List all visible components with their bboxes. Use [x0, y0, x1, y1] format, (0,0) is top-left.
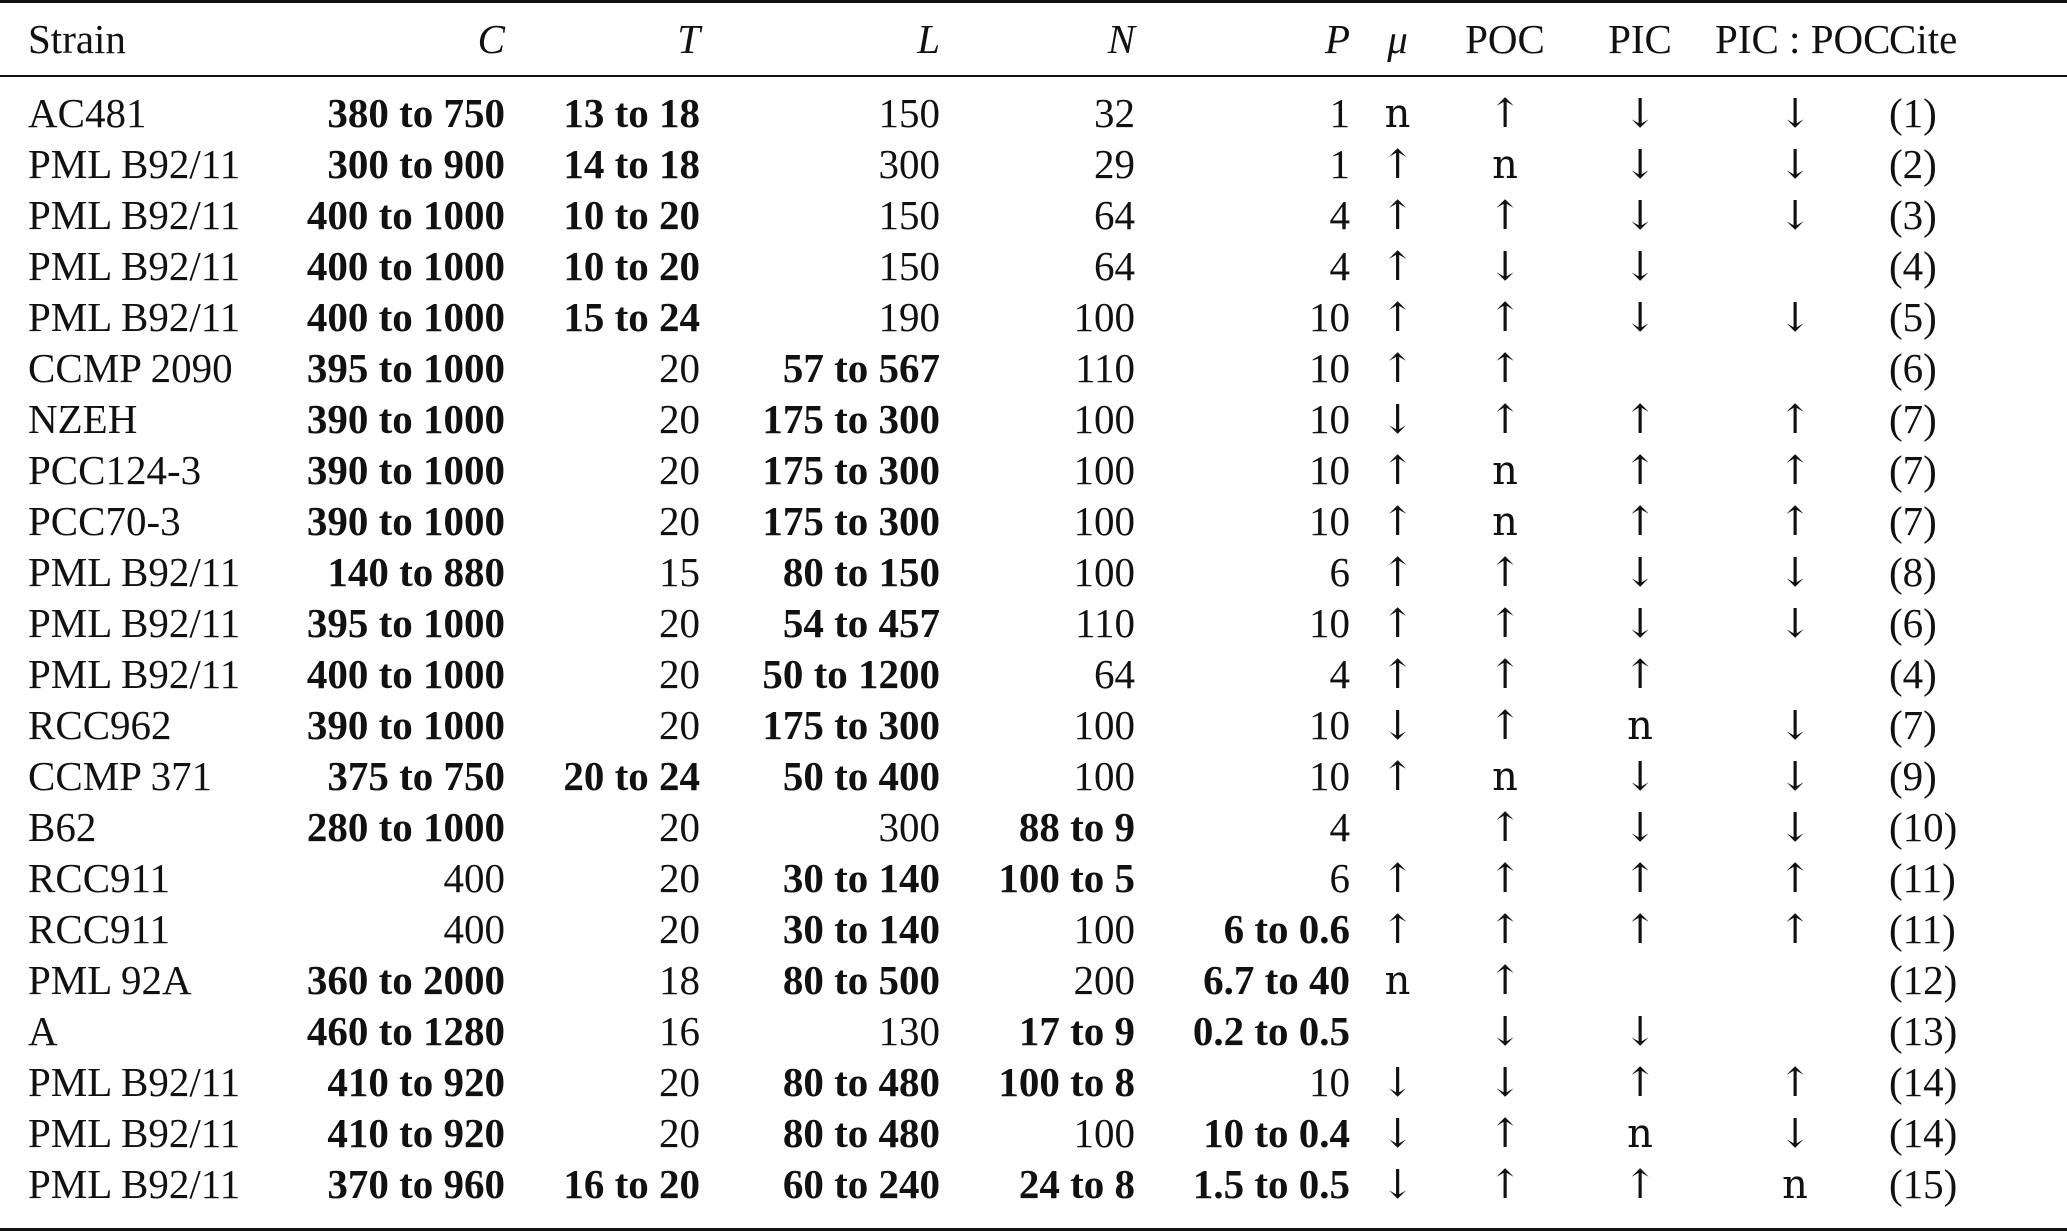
cell-poc: n [1492, 141, 1518, 188]
cell-cite: (4) [1889, 243, 1937, 289]
cell-n: 64 [1094, 243, 1135, 289]
cell-mu: ↑ [1380, 651, 1415, 698]
cell-pic: ↑ [1623, 498, 1657, 545]
cell-strain: PML B92/11 [28, 1059, 241, 1105]
cell-pic-poc: n [1782, 1161, 1808, 1208]
header-pic-poc: PIC : POC [1715, 15, 1891, 62]
cell-t: 20 [659, 1059, 700, 1105]
cell-n: 100 [1073, 702, 1135, 748]
cell-c: 280 to 1000 [306, 804, 505, 850]
cell-n: 64 [1094, 651, 1135, 697]
cell-l: 30 to 140 [782, 855, 940, 901]
cell-l: 50 to 400 [782, 753, 940, 799]
cell-cite: (6) [1889, 600, 1937, 646]
cell-strain: PML B92/11 [28, 141, 241, 187]
cell-c: 395 to 1000 [306, 600, 505, 646]
cell-pic-poc: ↓ [1778, 702, 1812, 749]
cell-p: 1 [1329, 90, 1350, 136]
cell-c: 400 to 1000 [306, 243, 505, 289]
cell-t: 20 [659, 855, 700, 901]
cell-mu: ↑ [1380, 855, 1415, 902]
cell-n: 24 to 8 [1018, 1161, 1135, 1207]
cell-c: 360 to 2000 [306, 957, 505, 1003]
cell-pic: ↑ [1623, 906, 1657, 953]
cell-pic-poc: ↓ [1778, 549, 1812, 596]
table-row [0, 496, 2067, 547]
cell-cite: (7) [1889, 396, 1937, 442]
cell-l: 80 to 500 [782, 957, 940, 1003]
cell-n: 32 [1094, 90, 1135, 136]
cell-n: 64 [1094, 192, 1135, 238]
cell-cite: (10) [1889, 804, 1958, 850]
cell-cite: (14) [1889, 1059, 1958, 1105]
cell-mu: ↓ [1380, 702, 1415, 749]
cell-p: 10 [1309, 396, 1350, 442]
cell-pic: ↓ [1623, 192, 1657, 239]
cell-mu: ↑ [1380, 192, 1415, 239]
cell-t: 10 to 20 [563, 243, 700, 289]
cell-pic-poc: ↓ [1778, 141, 1812, 188]
cell-pic: ↓ [1623, 600, 1657, 647]
cell-p: 6 [1329, 855, 1350, 901]
cell-mu: ↓ [1380, 396, 1415, 443]
header-c: C [477, 15, 505, 62]
cell-pic: ↓ [1623, 141, 1657, 188]
cell-l: 130 [878, 1008, 940, 1054]
cell-pic: ↑ [1623, 651, 1657, 698]
cell-p: 4 [1329, 243, 1350, 289]
cell-p: 6.7 to 40 [1203, 957, 1350, 1003]
table-body [0, 88, 2067, 1210]
cell-n: 100 [1073, 549, 1135, 595]
cell-t: 20 [659, 600, 700, 646]
cell-l: 175 to 300 [762, 498, 940, 544]
cell-cite: (8) [1889, 549, 1937, 595]
cell-poc: ↑ [1488, 651, 1522, 698]
cell-strain: RCC911 [28, 906, 171, 952]
cell-l: 30 to 140 [782, 906, 940, 952]
table-row [0, 1057, 2067, 1108]
cell-pic-poc: ↓ [1778, 600, 1812, 647]
cell-cite: (11) [1889, 906, 1956, 952]
cell-c: 410 to 920 [327, 1059, 505, 1105]
cell-c: 400 to 1000 [306, 294, 505, 340]
table-row [0, 88, 2067, 139]
header-row [0, 3, 2067, 75]
cell-strain: PML B92/11 [28, 600, 241, 646]
table-row [0, 190, 2067, 241]
cell-mu: ↑ [1380, 498, 1415, 545]
cell-pic: ↓ [1623, 804, 1657, 851]
cell-poc: n [1492, 447, 1518, 494]
cell-mu: ↓ [1380, 1161, 1415, 1208]
cell-poc: ↑ [1488, 600, 1522, 647]
cell-cite: (7) [1889, 702, 1937, 748]
cell-l: 175 to 300 [762, 396, 940, 442]
cell-strain: RCC911 [28, 855, 171, 901]
cell-strain: PML B92/11 [28, 192, 241, 238]
cell-n: 100 to 8 [998, 1059, 1135, 1105]
cell-t: 20 [659, 345, 700, 391]
cell-p: 4 [1329, 651, 1350, 697]
cell-pic-poc [1715, 955, 1875, 1006]
cell-l: 150 [878, 243, 940, 289]
header-n: N [1107, 15, 1135, 62]
cell-c: 390 to 1000 [306, 396, 505, 442]
header-mu: μ [1387, 15, 1408, 62]
cell-cite: (6) [1889, 345, 1937, 391]
cell-pic-poc: ↑ [1778, 855, 1812, 902]
cell-mu: ↓ [1380, 1110, 1415, 1157]
cell-c: 395 to 1000 [306, 345, 505, 391]
cell-poc: ↑ [1488, 294, 1522, 341]
cell-t: 20 [659, 447, 700, 493]
cell-pic: ↓ [1623, 294, 1657, 341]
cell-n: 100 [1073, 396, 1135, 442]
cell-strain: PML B92/11 [28, 243, 241, 289]
cell-poc: ↑ [1488, 549, 1522, 596]
table-row [0, 700, 2067, 751]
cell-strain: PCC70-3 [28, 498, 181, 544]
table-row [0, 955, 2067, 1006]
cell-p: 10 [1309, 498, 1350, 544]
cell-mu: ↑ [1380, 243, 1415, 290]
cell-strain: PML B92/11 [28, 1161, 241, 1207]
cell-p: 10 [1309, 294, 1350, 340]
table-row [0, 1108, 2067, 1159]
cell-t: 20 [659, 498, 700, 544]
cell-strain: RCC962 [28, 702, 172, 748]
cell-cite: (12) [1889, 957, 1958, 1003]
cell-pic-poc: ↑ [1778, 498, 1812, 545]
cell-strain: CCMP 371 [28, 753, 213, 799]
cell-poc: ↑ [1488, 957, 1522, 1004]
cell-pic-poc: ↑ [1778, 1059, 1812, 1106]
cell-p: 1 [1329, 141, 1350, 187]
cell-pic-poc [1715, 343, 1875, 394]
cell-pic-poc: ↓ [1778, 90, 1812, 137]
cell-t: 15 [659, 549, 700, 595]
cell-n: 100 to 5 [998, 855, 1135, 901]
cell-poc: ↓ [1488, 243, 1522, 290]
cell-p: 1.5 to 0.5 [1192, 1161, 1350, 1207]
cell-pic [1565, 343, 1715, 394]
header-l: L [917, 15, 940, 62]
cell-p: 0.2 to 0.5 [1192, 1008, 1350, 1054]
header-cite: Cite [1889, 15, 1958, 62]
cell-poc: ↓ [1488, 1008, 1522, 1055]
cell-c: 370 to 960 [327, 1161, 505, 1207]
table-row [0, 751, 2067, 802]
cell-pic-poc [1715, 649, 1875, 700]
table-row [0, 1006, 2067, 1057]
cell-p: 10 [1309, 753, 1350, 799]
cell-c: 400 [443, 855, 505, 901]
cell-t: 20 [659, 804, 700, 850]
cell-pic-poc: ↓ [1778, 804, 1812, 851]
cell-c: 400 to 1000 [306, 192, 505, 238]
cell-poc: ↑ [1488, 804, 1522, 851]
cell-l: 80 to 480 [782, 1110, 940, 1156]
cell-p: 10 [1309, 447, 1350, 493]
cell-strain: PML B92/11 [28, 1110, 241, 1156]
table-row [0, 139, 2067, 190]
table-row [0, 598, 2067, 649]
cell-n: 110 [1075, 600, 1135, 646]
cell-cite: (15) [1889, 1161, 1958, 1207]
table-row [0, 1159, 2067, 1210]
cell-n: 100 [1073, 906, 1135, 952]
cell-pic: ↑ [1623, 1059, 1657, 1106]
cell-n: 100 [1073, 753, 1135, 799]
cell-cite: (14) [1889, 1110, 1958, 1156]
cell-n: 29 [1094, 141, 1135, 187]
cell-pic: ↓ [1623, 90, 1657, 137]
cell-strain: PML 92A [28, 957, 192, 1003]
cell-l: 54 to 457 [782, 600, 940, 646]
cell-cite: (7) [1889, 498, 1937, 544]
cell-strain: NZEH [28, 396, 138, 442]
cell-t: 14 to 18 [563, 141, 700, 187]
cell-poc: ↑ [1488, 1161, 1522, 1208]
header-strain: Strain [28, 15, 126, 62]
cell-pic: n [1627, 1110, 1653, 1157]
cell-mu [1350, 1006, 1445, 1057]
cell-mu: ↑ [1380, 447, 1415, 494]
cell-strain: B62 [28, 804, 97, 850]
cell-strain: PCC124-3 [28, 447, 202, 493]
cell-poc: ↑ [1488, 906, 1522, 953]
cell-pic-poc: ↓ [1778, 294, 1812, 341]
cell-poc: ↑ [1488, 702, 1522, 749]
cell-mu: ↑ [1380, 141, 1415, 188]
cell-pic-poc: ↓ [1778, 1110, 1812, 1157]
cell-c: 390 to 1000 [306, 447, 505, 493]
cell-poc: ↑ [1488, 855, 1522, 902]
cell-mu: ↑ [1380, 549, 1415, 596]
cell-n: 17 to 9 [1018, 1008, 1135, 1054]
cell-cite: (9) [1889, 753, 1937, 799]
cell-poc: n [1492, 498, 1518, 545]
cell-pic: ↓ [1623, 549, 1657, 596]
table-row [0, 853, 2067, 904]
cell-cite: (5) [1889, 294, 1937, 340]
table-header [0, 3, 2067, 88]
cell-poc: ↓ [1488, 1059, 1522, 1106]
cell-pic: ↓ [1623, 753, 1657, 800]
cell-strain: PML B92/11 [28, 294, 241, 340]
cell-l: 57 to 567 [782, 345, 940, 391]
cell-l: 80 to 480 [782, 1059, 940, 1105]
cell-c: 390 to 1000 [306, 702, 505, 748]
cell-c: 300 to 900 [327, 141, 505, 187]
cell-p: 10 to 0.4 [1203, 1110, 1350, 1156]
cell-cite: (1) [1889, 90, 1937, 136]
table-row [0, 649, 2067, 700]
cell-n: 100 [1073, 1110, 1135, 1156]
cell-c: 140 to 880 [327, 549, 505, 595]
cell-n: 200 [1073, 957, 1135, 1003]
cell-t: 20 [659, 651, 700, 697]
cell-n: 100 [1073, 447, 1135, 493]
cell-pic-poc [1715, 241, 1875, 292]
cell-l: 150 [878, 192, 940, 238]
cell-t: 13 to 18 [563, 90, 700, 136]
cell-p: 10 [1309, 600, 1350, 646]
table-row [0, 394, 2067, 445]
cell-l: 150 [878, 90, 940, 136]
cell-l: 175 to 300 [762, 702, 940, 748]
cell-pic: ↑ [1623, 855, 1657, 902]
cell-pic: ↓ [1623, 1008, 1657, 1055]
cell-pic-poc [1715, 1006, 1875, 1057]
cell-p: 4 [1329, 804, 1350, 850]
cell-t: 10 to 20 [563, 192, 700, 238]
cell-strain: PML B92/11 [28, 651, 241, 697]
cell-cite: (3) [1889, 192, 1937, 238]
cell-mu: n [1384, 90, 1411, 137]
cell-mu: ↑ [1380, 753, 1415, 800]
cell-p: 10 [1309, 345, 1350, 391]
header-pic: PIC [1608, 15, 1672, 62]
cell-p: 10 [1309, 1059, 1350, 1105]
cell-poc: n [1492, 753, 1518, 800]
cell-cite: (11) [1889, 855, 1956, 901]
table-row [0, 547, 2067, 598]
cell-t: 20 [659, 906, 700, 952]
cell-c: 390 to 1000 [306, 498, 505, 544]
table-row [0, 445, 2067, 496]
cell-mu: ↑ [1380, 345, 1415, 392]
cell-t: 20 [659, 702, 700, 748]
cell-l: 175 to 300 [762, 447, 940, 493]
cell-pic-poc: ↑ [1778, 906, 1812, 953]
cell-c: 400 to 1000 [306, 651, 505, 697]
header-t: T [677, 15, 700, 62]
cell-l: 50 to 1200 [762, 651, 940, 697]
header-p: P [1324, 15, 1350, 62]
cell-mu: ↑ [1380, 600, 1415, 647]
cell-strain: PML B92/11 [28, 549, 241, 595]
cell-pic: ↑ [1623, 396, 1657, 443]
cell-t: 20 [659, 1110, 700, 1156]
cell-cite: (2) [1889, 141, 1937, 187]
cell-cite: (4) [1889, 651, 1937, 697]
cell-c: 375 to 750 [327, 753, 505, 799]
cell-pic-poc: ↑ [1778, 447, 1812, 494]
cell-mu: ↑ [1380, 906, 1415, 953]
table-row [0, 292, 2067, 343]
cell-n: 88 to 9 [1018, 804, 1135, 850]
cell-l: 80 to 150 [782, 549, 940, 595]
cell-strain: CCMP 2090 [28, 345, 233, 391]
cell-mu: ↓ [1380, 1059, 1415, 1106]
cell-p: 10 [1309, 702, 1350, 748]
cell-c: 400 [443, 906, 505, 952]
cell-pic: ↑ [1623, 1161, 1657, 1208]
strain-table [0, 3, 2067, 1210]
cell-p: 6 to 0.6 [1223, 906, 1350, 952]
cell-pic [1565, 955, 1715, 1006]
table-row [0, 904, 2067, 955]
cell-l: 190 [878, 294, 940, 340]
cell-t: 15 to 24 [563, 294, 700, 340]
cell-n: 110 [1075, 345, 1135, 391]
cell-cite: (7) [1889, 447, 1937, 493]
cell-strain: A [28, 1008, 58, 1054]
cell-pic-poc: ↑ [1778, 396, 1812, 443]
cell-l: 60 to 240 [782, 1161, 940, 1207]
cell-t: 18 [659, 957, 700, 1003]
cell-t: 16 [659, 1008, 700, 1054]
cell-mu: ↑ [1380, 294, 1415, 341]
cell-pic: n [1627, 702, 1653, 749]
cell-t: 20 [659, 396, 700, 442]
cell-c: 380 to 750 [327, 90, 505, 136]
cell-t: 16 to 20 [563, 1161, 700, 1207]
cell-l: 300 [878, 141, 940, 187]
cell-c: 410 to 920 [327, 1110, 505, 1156]
cell-strain: AC481 [28, 90, 147, 136]
cell-cite: (13) [1889, 1008, 1958, 1054]
cell-t: 20 to 24 [563, 753, 700, 799]
cell-poc: ↑ [1488, 192, 1522, 239]
cell-poc: ↑ [1488, 90, 1522, 137]
cell-mu [1350, 802, 1445, 853]
table-row [0, 802, 2067, 853]
cell-pic: ↑ [1623, 447, 1657, 494]
cell-p: 4 [1329, 192, 1350, 238]
cell-l: 300 [878, 804, 940, 850]
table-row [0, 343, 2067, 394]
cell-p: 6 [1329, 549, 1350, 595]
header-poc: POC [1465, 15, 1545, 62]
cell-mu: n [1384, 957, 1411, 1004]
table-row [0, 241, 2067, 292]
cell-poc: ↑ [1488, 396, 1522, 443]
cell-pic-poc: ↓ [1778, 192, 1812, 239]
cell-poc: ↑ [1488, 345, 1522, 392]
cell-pic: ↓ [1623, 243, 1657, 290]
cell-n: 100 [1073, 294, 1135, 340]
cell-n: 100 [1073, 498, 1135, 544]
cell-poc: ↑ [1488, 1110, 1522, 1157]
cell-pic-poc: ↓ [1778, 753, 1812, 800]
cell-c: 460 to 1280 [306, 1008, 505, 1054]
